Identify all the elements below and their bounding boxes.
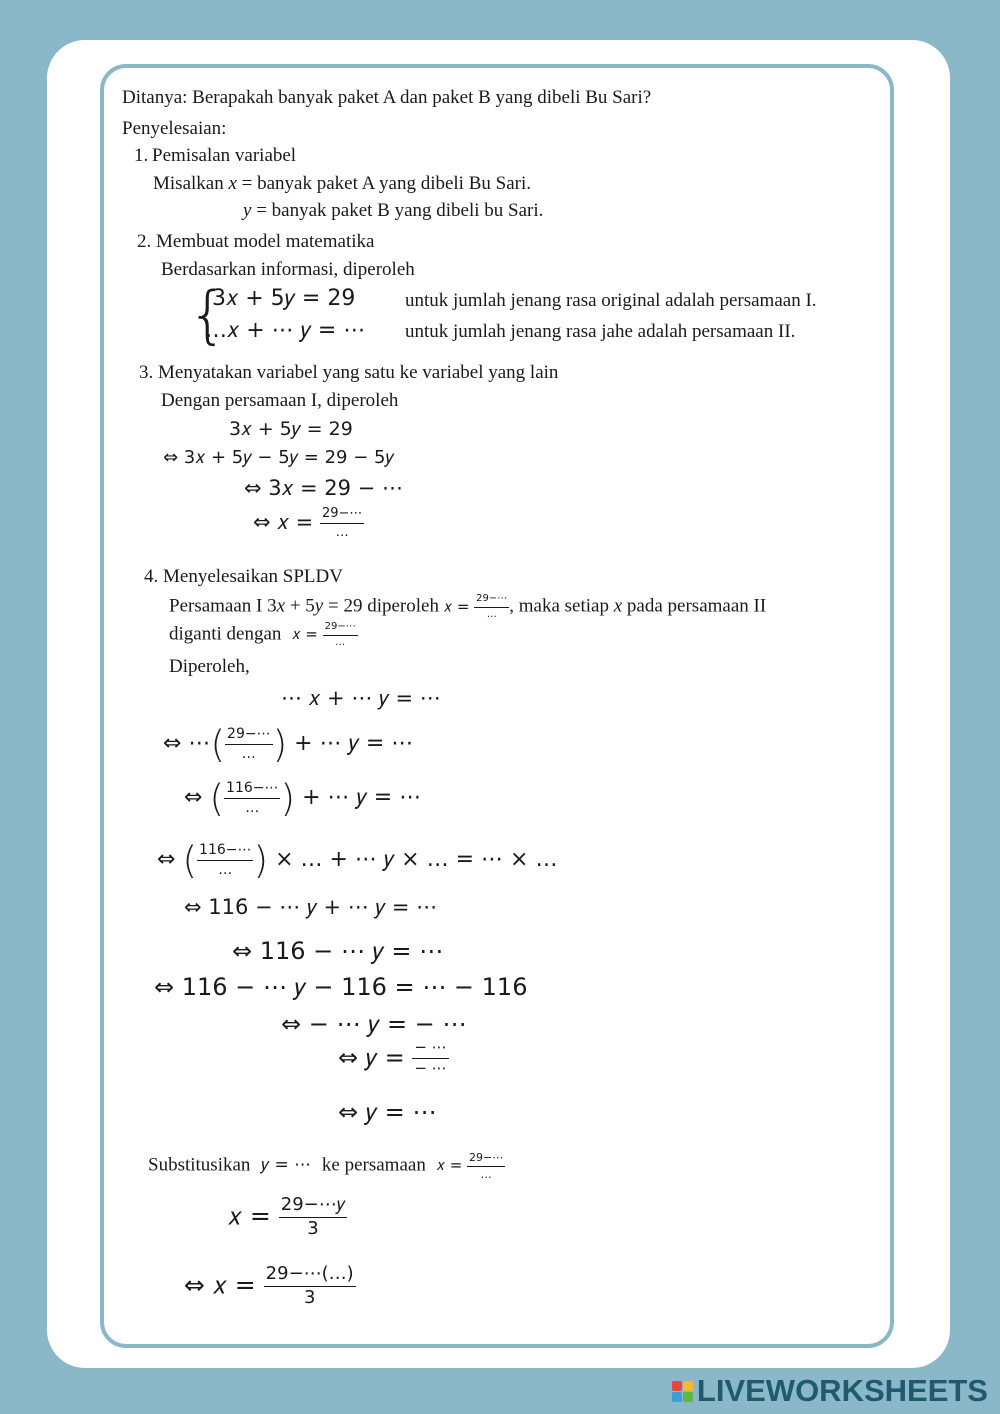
- system-brace: {: [188, 278, 228, 351]
- logo-mark-icon: [672, 1381, 693, 1402]
- eq2-note: untuk jumlah jenang rasa jahe adalah persamaan II.: [405, 321, 796, 342]
- step2-intro: Berdasarkan informasi, diperoleh: [161, 259, 415, 280]
- eq-e1: ⋯ 𝑥 + ⋯ 𝑦 = ⋯: [281, 686, 441, 710]
- step3-line1: 3𝑥 + 5𝑦 = 29: [229, 418, 353, 440]
- eq-e5: ⇔ 116 − ⋯ 𝑦 + ⋯ 𝑦 = ⋯: [184, 895, 438, 919]
- step4-para3: Diperoleh,: [169, 656, 250, 677]
- step3-title: 3. Menyatakan variabel yang satu ke variabel yang lain: [139, 362, 559, 383]
- eq-e3: ⇔ ( $\frac{116-\cdots}{\dots}$ ) + ⋯ 𝑦 = ⋯: [184, 776, 422, 820]
- step3-intro: Dengan persamaan I, diperoleh: [161, 390, 399, 411]
- eq-e6: ⇔ 116 − ⋯ 𝑦 = ⋯: [232, 937, 444, 965]
- liveworksheets-logo[interactable]: [672, 1375, 988, 1407]
- system-eq1: 3𝑥 + 5𝑦 = 29: [212, 286, 356, 311]
- step4-para2: diganti dengan 𝑥 = $\frac{29-\cdots}{\dots}$: [169, 621, 356, 648]
- step4-para1: Persamaan I 3x + 5y = 29 diperoleh 𝑥 = $\frac{29-\cdots}{\dots}$ , maka setiap x pada persamaan II: [169, 593, 767, 620]
- eq-f1: 𝑥 = $\frac{\text{29−⋯𝑦}}{3}$: [228, 1194, 346, 1239]
- eq1-note: untuk jumlah jenang rasa original adalah persamaan I.: [405, 290, 817, 311]
- eq-e4: ⇔ ( $\frac{116-\cdots}{\dots}$ ) × … + ⋯ 𝑦 × … = ⋯ × …: [157, 838, 558, 882]
- substitution-line: Substitusikan 𝑦 = ⋯ ke persamaan 𝑥 = $\frac{29-\cdots}{\dots}$: [148, 1151, 504, 1181]
- step1-line1: Misalkan x = banyak paket A yang dibeli Bu Sari.: [153, 173, 531, 194]
- step3-line2: ⇔ 3𝑥 + 5𝑦 − 5𝑦 = 29 − 5𝑦: [163, 447, 394, 468]
- brand-text: LIVEWORKSHEETS: [696, 1373, 988, 1408]
- step3-line4: ⇔ 𝑥 = $\frac{29-\cdots}{\dots}$: [253, 506, 363, 540]
- eq-e7: ⇔ 116 − ⋯ 𝑦 − 116 = ⋯ − 116: [154, 973, 528, 1001]
- eq-e9: ⇔ 𝑦 = $\frac{- \cdots}{- \cdots}$: [338, 1038, 447, 1077]
- system-eq2: …𝑥 + ⋯ 𝑦 = ⋯: [205, 318, 366, 343]
- eq-f2: ⇔ 𝑥 = $\frac{29-\cdots(\dots)}{3}$: [184, 1263, 354, 1308]
- step3-line3: ⇔ 3𝑥 = 29 − ⋯: [244, 476, 403, 500]
- step1-line2: y = banyak paket B yang dibeli bu Sari.: [243, 200, 544, 221]
- step1-title: 1. Pemisalan variabel: [134, 145, 297, 166]
- eq-e2: ⇔ ⋯( $\frac{29-\cdots}{\dots}$ ) + ⋯ 𝑦 = ⋯: [163, 722, 414, 766]
- question-text: Ditanya: Berapakah banyak paket A dan paket B yang dibeli Bu Sari?: [122, 87, 652, 108]
- step4-title: 4. Menyelesaikan SPLDV: [144, 566, 343, 587]
- eq-e8: ⇔ − ⋯ 𝑦 = − ⋯: [281, 1010, 467, 1038]
- solution-heading: Penyelesaian:: [122, 118, 227, 139]
- eq-e10: ⇔ 𝑦 = ⋯: [338, 1098, 437, 1126]
- step2-title: 2. Membuat model matematika: [137, 231, 375, 252]
